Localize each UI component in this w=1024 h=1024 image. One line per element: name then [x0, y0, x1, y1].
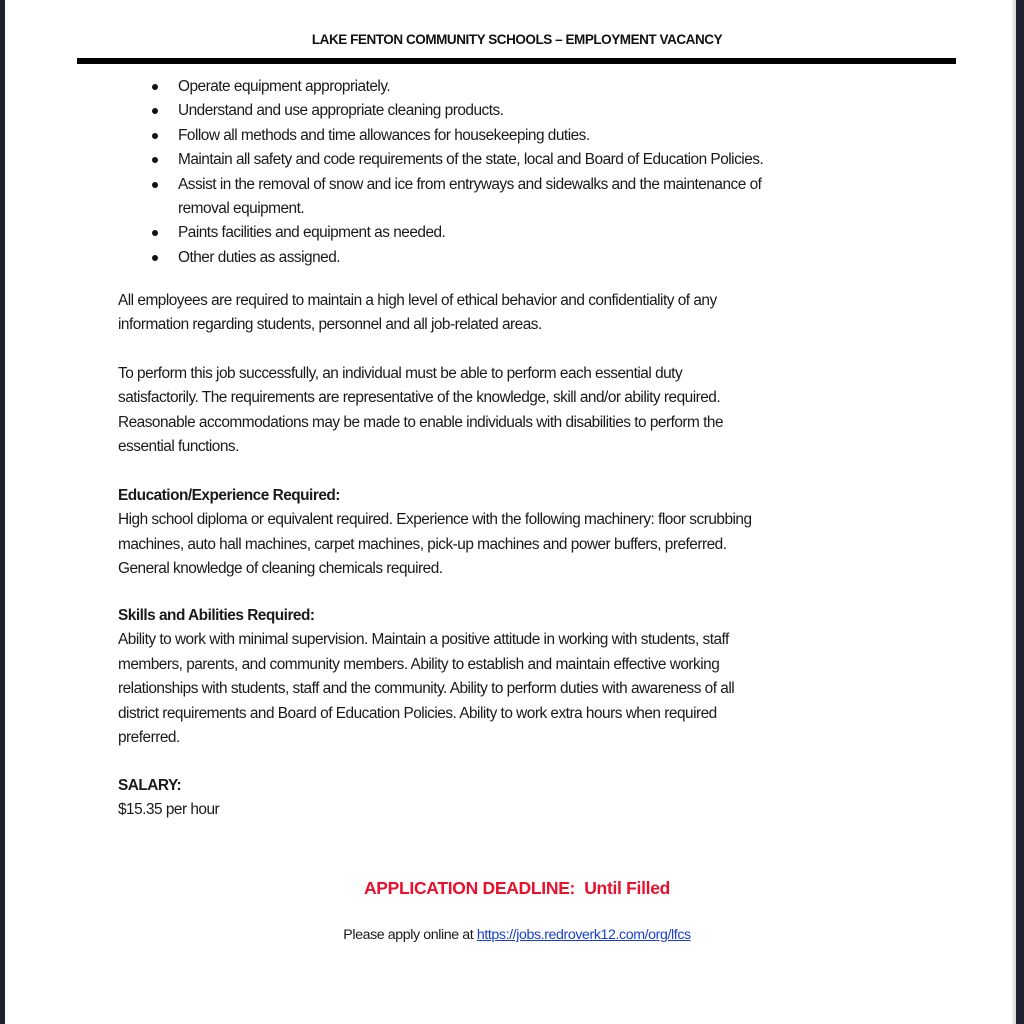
skills-heading: Skills and Abilities Required:	[118, 607, 315, 624]
duty-item: Follow all methods and time allowances for housekeeping duties.	[147, 124, 763, 148]
duty-item: Understand and use appropriate cleaning products.	[147, 99, 763, 123]
ethics-paragraph: All employees are required to maintain a high level of ethical behavior and confidentiality of any information regarding students, personnel and all job-related areas.	[118, 292, 717, 334]
salary-section	[118, 774, 219, 823]
salary-heading: SALARY:	[118, 777, 182, 794]
bullet-icon	[152, 230, 158, 236]
skills-section: Skills and Abilities Required: Ability to work with minimal supervision. Maintain a positive attitude in working with students, staff members, parents, and community members. Ability to establish and maintain effective working relationships with students, staff and the community. Ability to perform duties with awareness of all district requirements and Board of Education Policies. Ability to work extra hours when required preferred.	[118, 604, 734, 750]
document-header: LAKE FENTON COMMUNITY SCHOOLS – EMPLOYMENT VACANCY	[311, 32, 723, 47]
duty-item: Paints facilities and equipment as needed.	[147, 221, 763, 245]
bullet-icon	[152, 108, 158, 114]
duty-item: Other duties as assigned.	[147, 246, 763, 270]
requirements-paragraph: To perform this job successfully, an individual must be able to perform each essential duty satisfactorily. The requirements are representative of the knowledge, skill and/or ability required. Reasonable accommodations may be made to enable individuals with disabilities to perform the essential functions.	[118, 365, 724, 456]
duty-item: Maintain all safety and code requirements of the state, local and Board of Education Policies.	[147, 148, 763, 172]
apply-link[interactable]: https://jobs.redroverk12.com/org/lfcs	[476, 927, 691, 943]
document-page	[5, 0, 1012, 1024]
education-heading: Education/Experience Required:	[118, 487, 340, 504]
bullet-icon	[152, 157, 158, 163]
header-rule	[77, 58, 956, 64]
bullet-icon	[152, 182, 158, 188]
education-section: Education/Experience Required: High school diploma or equivalent required. Experience with the following machinery: floor scrubbing machines, auto hall machines, carpet machines, pick-up machines and power buffers, preferred. General knowledge of cleaning chemicals required.	[118, 484, 752, 582]
duties-list	[147, 75, 763, 270]
page-edge-shadow	[1012, 0, 1016, 1024]
salary-value: $15.35 per hour	[118, 801, 220, 819]
application-deadline: APPLICATION DEADLINE: Until Filled	[363, 878, 671, 898]
apply-instructions: Please apply online at https://jobs.redroverk12.com/org/lfcs	[343, 927, 691, 943]
bullet-icon	[152, 84, 158, 90]
bullet-icon	[152, 133, 158, 139]
bullet-icon	[152, 255, 158, 261]
duty-item: Operate equipment appropriately.	[147, 75, 763, 99]
duty-item: Assist in the removal of snow and ice from entryways and sidewalks and the maintenance of removal equipment.	[147, 173, 763, 222]
